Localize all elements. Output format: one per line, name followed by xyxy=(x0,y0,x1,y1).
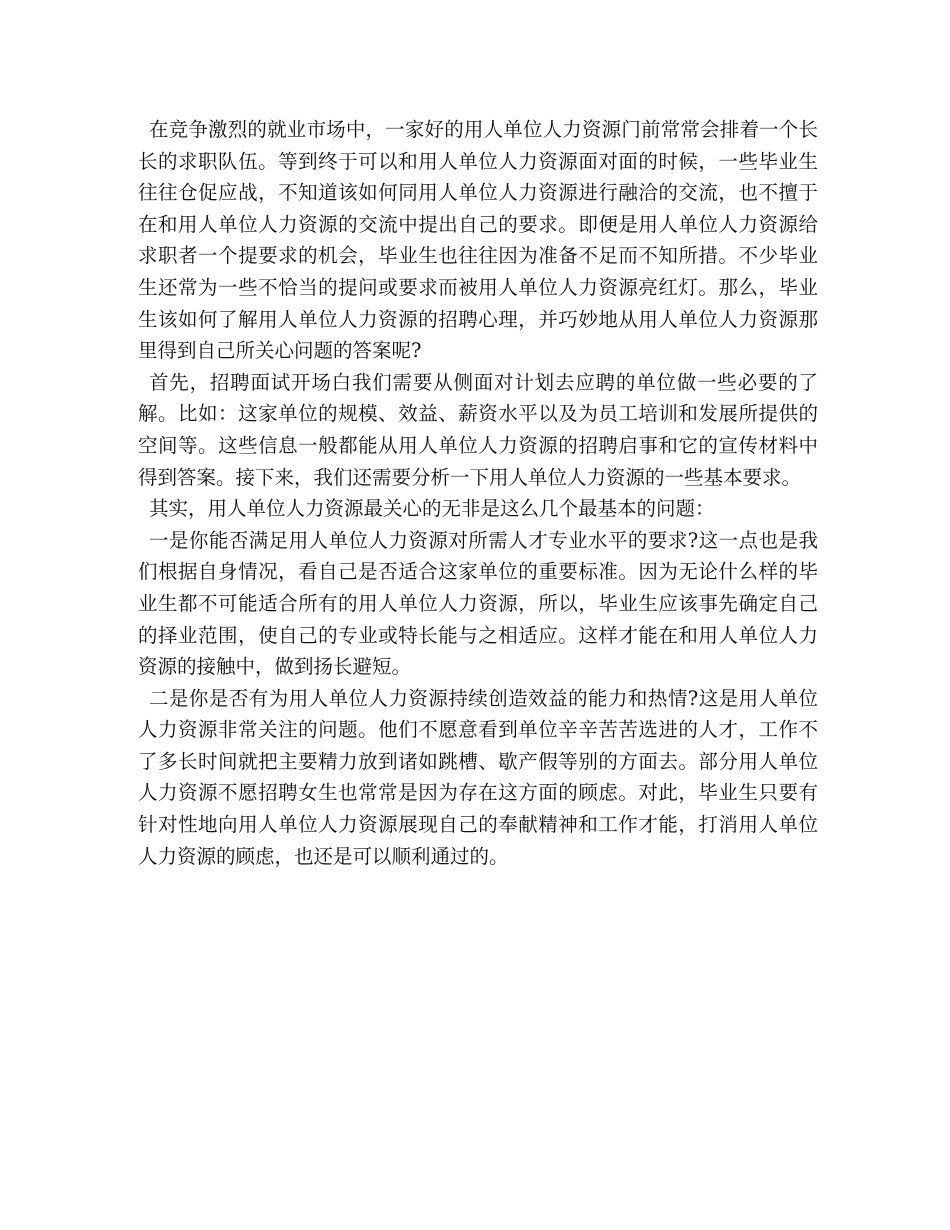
paragraph-question-one: 一是你能否满足用人单位人力资源对所需人才专业水平的要求?这一点也是我们根据自身情况，看自己是否适合这家单位的重要标准。因为无论什么样的毕业生都不可能适合所有的用人单位人力资源，所以，毕业生应该事先确定自己的择业范围，使自己的专业或特长能与之相适应。这样才能在和用人单位人力资源的接触中，做到扬长避短。 xyxy=(138,528,818,679)
document-body xyxy=(138,114,818,872)
paragraph-first-step: 首先，招聘面试开场白我们需要从侧面对计划去应聘的单位做一些必要的了解。比如：这家单位的规模、效益、薪资水平以及为员工培训和发展所提供的空间等。这些信息一般都能从用人单位人力资源的招聘启事和它的宣传材料中得到答案。接下来，我们还需要分析一下用人单位人力资源的一些基本要求。 xyxy=(138,370,818,489)
paragraph-intro: 在竞争激烈的就业市场中，一家好的用人单位人力资源门前常常会排着一个长长的求职队伍。等到终于可以和用人单位人力资源面对面的时候，一些毕业生往往仓促应战，不知道该如何同用人单位人力资源进行融洽的交流，也不擅于在和用人单位人力资源的交流中提出自己的要求。即便是用人单位人力资源给求职者一个提要求的机会，毕业生也往往因为准备不足而不知所措。不少毕业生还常为一些不恰当的提问或要求而被用人单位人力资源亮红灯。那么，毕业生该如何了解用人单位人力资源的招聘心理，并巧妙地从用人单位人力资源那里得到自己所关心问题的答案呢? xyxy=(138,118,818,363)
paragraph-question-two: 二是你是否有为用人单位人力资源持续创造效益的能力和热情?这是用人单位人力资源非常关注的问题。他们不愿意看到单位辛辛苦苦选进的人才，工作不了多长时间就把主要精力放到诸如跳槽、歇产假等别的方面去。部分用人单位人力资源不愿招聘女生也常常是因为存在这方面的顾虑。对此，毕业生只要有针对性地向用人单位人力资源展现自己的奉献精神和工作才能，打消用人单位人力资源的顾虑，也还是可以顺利通过的。 xyxy=(138,686,818,868)
paragraph-key-questions: 其实，用人单位人力资源最关心的无非是这么几个最基本的问题： xyxy=(149,497,715,521)
